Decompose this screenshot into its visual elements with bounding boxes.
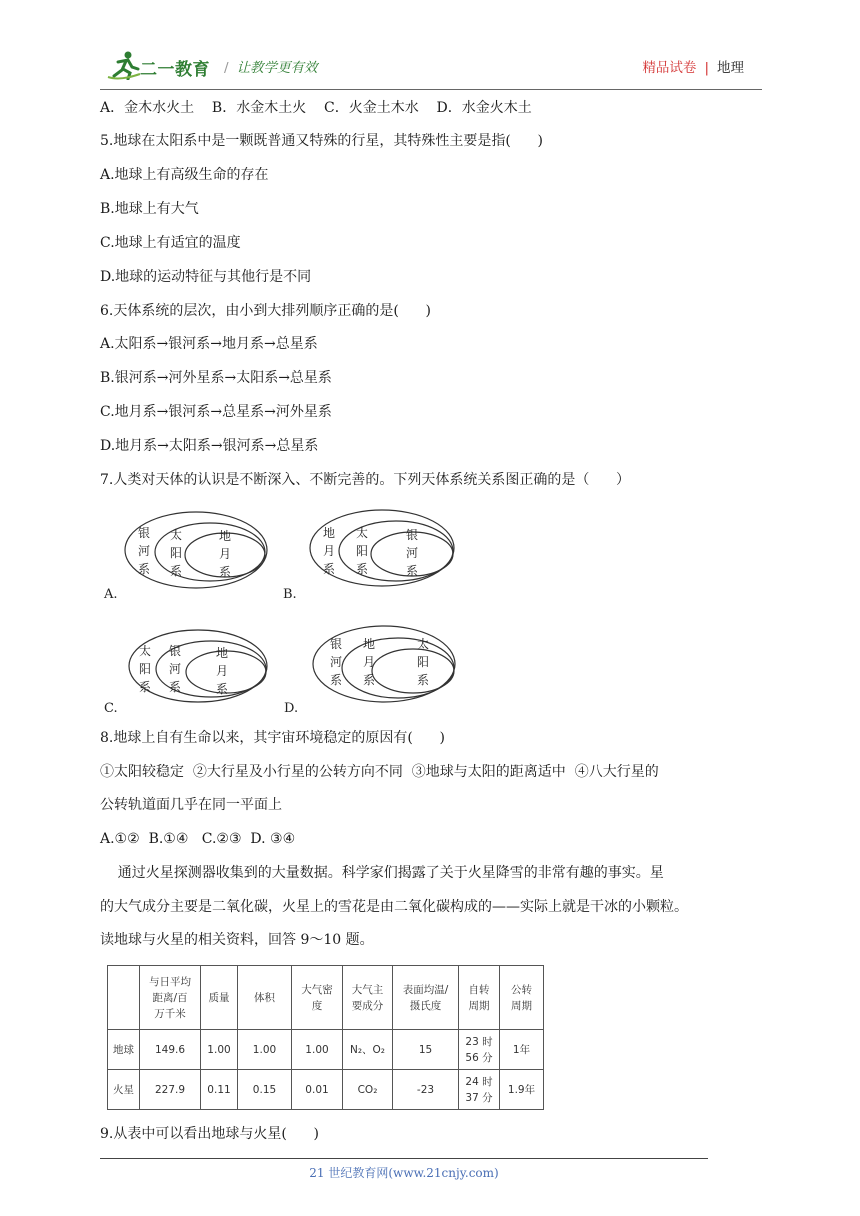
svg-text:河: 河 — [329, 655, 343, 669]
slogan-text: 让教学更有效 — [236, 60, 318, 76]
q5-stem: 5.地球在太阳系中是一颗既普通又特殊的行星，其特殊性主要是指( ) — [100, 133, 543, 149]
svg-text:阳: 阳 — [169, 546, 183, 560]
q6-stem: 6.天体系统的层次，由小到大排列顺序正确的是( ) — [100, 303, 431, 319]
paper-tag: 精品试卷 — [642, 60, 697, 76]
footer-source: 21 世纪教育网(www.21cnjy.com) — [309, 1166, 499, 1180]
table-header-row — [108, 966, 544, 1030]
svg-text:系: 系 — [137, 562, 151, 576]
svg-text:地: 地 — [215, 646, 229, 660]
svg-text:系: 系 — [322, 562, 336, 576]
cell-volume: 0.15 — [238, 1070, 292, 1110]
svg-text:地: 地 — [322, 526, 336, 540]
header-cell-revolution: 公转 周期 — [500, 966, 544, 1030]
svg-text:月: 月 — [322, 544, 336, 558]
svg-text:地: 地 — [218, 529, 232, 543]
q7-diagram-b — [280, 500, 470, 605]
header-cell-blank — [108, 966, 140, 1030]
cell-mass: 1.00 — [201, 1030, 238, 1070]
q9-stem: 9.从表中可以看出地球与火星( ) — [100, 1126, 319, 1142]
q5-option-a: A.地球上有高级生命的存在 — [100, 167, 269, 183]
cell-revolution: 1.9年 — [500, 1070, 544, 1110]
svg-text:太: 太 — [355, 526, 369, 540]
svg-text:银: 银 — [137, 526, 151, 540]
table-row — [108, 1070, 544, 1110]
q7-stem: 7.人类对天体的认识是不断深入、不断完善的。下列天体系统关系图正确的是（ ） — [100, 472, 631, 488]
q8-stem: 8.地球上自有生命以来，其宇宙环境稳定的原因有( ) — [100, 730, 445, 746]
passage-line3: 读地球与火星的相关资料，回答 9～10 题。 — [100, 932, 374, 948]
svg-text:系: 系 — [329, 673, 343, 687]
header-cell-rotation: 自转 周期 — [459, 966, 500, 1030]
cell-revolution: 1年 — [500, 1030, 544, 1070]
q5-option-d: D.地球的运动特征与其他行是不同 — [100, 269, 312, 285]
cell-composition: N₂、O₂ — [343, 1030, 393, 1070]
svg-text:河: 河 — [168, 662, 182, 676]
cell-density: 0.01 — [292, 1070, 343, 1110]
svg-text:地: 地 — [362, 637, 376, 651]
cell-mass: 0.11 — [201, 1070, 238, 1110]
header-cell-density: 大气密 度 — [292, 966, 343, 1030]
q7-diagram-a — [100, 500, 280, 605]
svg-text:系: 系 — [168, 680, 182, 694]
svg-text:太: 太 — [169, 528, 183, 542]
header-right: 精品试卷 | 地理 — [642, 60, 744, 76]
svg-text:太: 太 — [416, 637, 430, 651]
svg-text:系: 系 — [218, 565, 232, 579]
q6-option-d: D.地月系→太阳系→银河系→总星系 — [100, 438, 319, 454]
header-cell-temp: 表面均温/ 摄氏度 — [393, 966, 459, 1030]
svg-text:银: 银 — [405, 528, 419, 542]
subject-label: 地理 — [717, 60, 744, 76]
q5-option-c: C.地球上有适宜的温度 — [100, 235, 241, 251]
svg-text:河: 河 — [137, 544, 151, 558]
q7-diagram-c — [100, 622, 280, 722]
svg-text:银: 银 — [329, 637, 343, 651]
cell-composition: CO₂ — [343, 1070, 393, 1110]
cell-volume: 1.00 — [238, 1030, 292, 1070]
cell-rotation: 24 时 37 分 — [459, 1070, 500, 1110]
svg-text:系: 系 — [362, 673, 376, 687]
cell-density: 1.00 — [292, 1030, 343, 1070]
logo-text: 二一教育 — [140, 60, 210, 80]
passage-line2: 的大气成分主要是二氧化碳，火星上的雪花是由二氧化碳构成的——实际上就是干冰的小颗粒。 — [100, 899, 688, 915]
svg-text:阳: 阳 — [416, 655, 430, 669]
svg-text:银: 银 — [168, 644, 182, 658]
header-cell-composition: 大气主 要成分 — [343, 966, 393, 1030]
header-cell-distance: 与日平均 距离/百 万千米 — [140, 966, 201, 1030]
svg-text:月: 月 — [362, 655, 376, 669]
q4-options: A．金木水火土 B．水金木土火 C．火金土木水 D．水金火木土 — [100, 100, 532, 116]
q8-options: A.①② B.①④ C.②③ D. ③④ — [100, 831, 296, 847]
row-name: 地球 — [108, 1030, 140, 1070]
svg-text:太: 太 — [138, 644, 152, 658]
q6-option-b: B.银河系→河外星系→太阳系→总星系 — [100, 370, 332, 386]
svg-text:系: 系 — [355, 562, 369, 576]
cell-rotation: 23 时 56 分 — [459, 1030, 500, 1070]
option-letter: C. — [104, 701, 118, 716]
svg-text:系: 系 — [405, 564, 419, 578]
cell-distance: 227.9 — [140, 1070, 201, 1110]
q6-option-c: C.地月系→银河系→总星系→河外星系 — [100, 404, 332, 420]
q6-option-a: A.太阳系→银河系→地月系→总星系 — [100, 336, 318, 352]
svg-text:系: 系 — [138, 680, 152, 694]
runner-logo-icon — [106, 50, 142, 80]
option-letter: A. — [104, 587, 118, 602]
svg-text:系: 系 — [215, 682, 229, 696]
header-rule — [100, 89, 762, 90]
header-cell-mass: 质量 — [201, 966, 238, 1030]
table-row — [108, 1030, 544, 1070]
q5-option-b: B.地球上有大气 — [100, 201, 199, 217]
q8-items-line2: 公转轨道面几乎在同一平面上 — [100, 797, 282, 813]
svg-text:月: 月 — [215, 664, 229, 678]
svg-text:系: 系 — [169, 564, 183, 578]
option-letter: D. — [284, 701, 299, 716]
slogan: / 让教学更有效 — [224, 60, 318, 76]
passage-line1: 通过火星探测器收集到的大量数据。科学家们揭露了关于火星降雪的非常有趣的事实。星 — [100, 865, 664, 881]
earth-mars-table — [107, 965, 544, 1110]
cell-temp: -23 — [393, 1070, 459, 1110]
svg-text:阳: 阳 — [138, 662, 152, 676]
svg-text:系: 系 — [416, 673, 430, 687]
row-name: 火星 — [108, 1070, 140, 1110]
svg-text:阳: 阳 — [355, 544, 369, 558]
svg-text:河: 河 — [405, 546, 419, 560]
page-header — [100, 44, 762, 90]
cell-distance: 149.6 — [140, 1030, 201, 1070]
header-cell-volume: 体积 — [238, 966, 292, 1030]
cell-temp: 15 — [393, 1030, 459, 1070]
q8-items-line1: ①太阳较稳定 ②大行星及小行星的公转方向不同 ③地球与太阳的距离适中 ④八大行星的 — [100, 764, 659, 780]
svg-text:月: 月 — [218, 547, 232, 561]
footer-rule — [100, 1158, 708, 1159]
option-letter: B. — [283, 587, 297, 602]
q7-diagram-d — [280, 622, 470, 722]
